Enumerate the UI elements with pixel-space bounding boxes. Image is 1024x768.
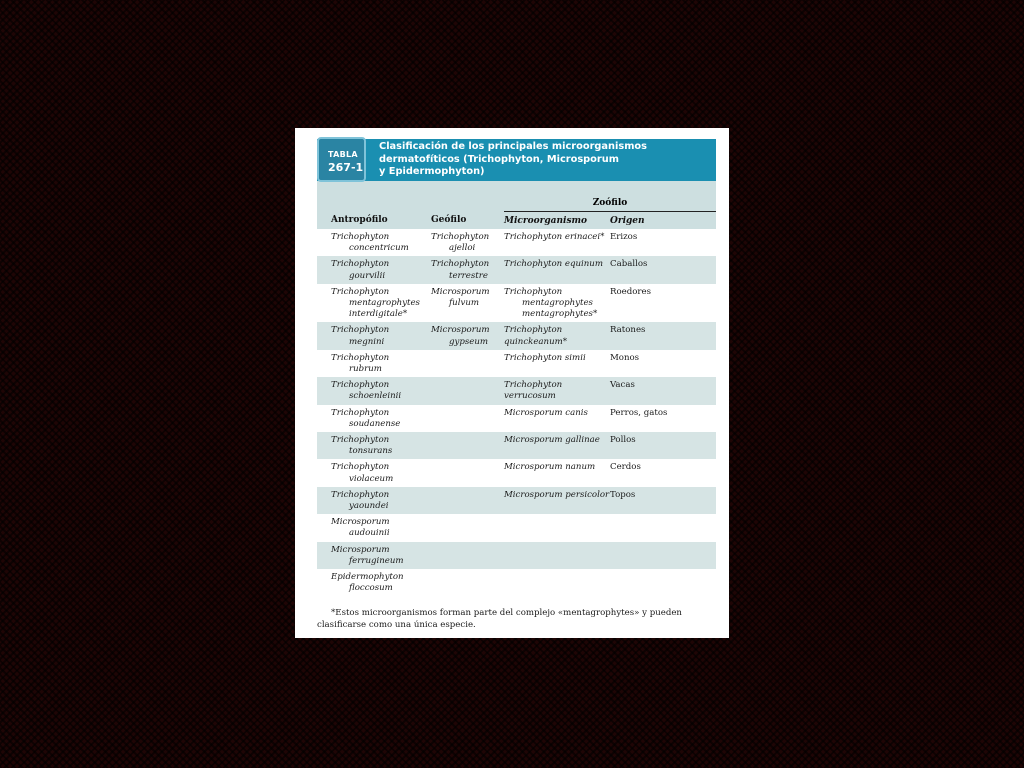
- cell-antropofilo: [317, 542, 431, 569]
- cell-geofilo: [431, 514, 504, 541]
- table-row: [317, 322, 716, 349]
- cell-line: Trichophyton: [331, 352, 390, 363]
- cell-line: Trichophyton: [331, 380, 390, 391]
- cell-line: Trichophyton: [431, 232, 490, 242]
- cell-line: Trichophyton simii: [504, 352, 586, 363]
- cell-line: Trichophyton erinacei*: [504, 232, 605, 242]
- column-header-origen: Origen: [610, 215, 645, 226]
- cell-origen: Perros, gatos: [610, 407, 668, 418]
- cell-line: terrestre: [449, 270, 488, 281]
- table-row: [317, 405, 716, 432]
- cell-line: soudanense: [349, 418, 401, 429]
- cell-origen: Caballos: [610, 259, 648, 270]
- cell-antropofilo: [317, 284, 431, 323]
- title-line-1: Clasificación de los principales microorganismos: [379, 141, 647, 152]
- cell-microorganismo: [504, 542, 610, 569]
- table-title: [379, 141, 709, 179]
- cell-line: mentagrophytes: [522, 298, 593, 309]
- cell-line: Microsporum canis: [504, 407, 588, 418]
- table-row: [317, 569, 716, 596]
- column-header-microorganismo: Microorganismo: [504, 215, 588, 226]
- cell-antropofilo: [317, 514, 431, 541]
- cell-line: Microsporum: [331, 544, 390, 555]
- cell-origen: Pollos: [610, 435, 636, 446]
- cell-line: Trichophyton: [331, 232, 390, 242]
- cell-origen: [610, 569, 716, 596]
- cell-origen: Ratones: [610, 325, 646, 336]
- cell-line: Trichophyton: [331, 407, 390, 418]
- cell-line: ferrugineum: [349, 555, 404, 566]
- cell-line: violaceum: [349, 473, 394, 484]
- cell-line: gourvilii: [349, 270, 386, 281]
- cell-antropofilo: [317, 256, 431, 283]
- cell-microorganismo: [504, 459, 610, 486]
- cell-line: mentagrophytes*: [522, 309, 598, 320]
- cell-line: schoenleinii: [349, 391, 402, 402]
- cell-line: floccosum: [349, 583, 393, 594]
- cell-line: Trichophyton: [431, 259, 490, 270]
- cell-line: Trichophyton: [331, 325, 390, 336]
- table-row: [317, 542, 716, 569]
- cell-line: mentagrophytes: [349, 298, 420, 309]
- table-row: [317, 284, 716, 323]
- cell-origen: Topos: [610, 489, 636, 500]
- cell-line: Trichophyton quinckeanum*: [504, 325, 568, 347]
- cell-geofilo: [431, 284, 504, 323]
- cell-antropofilo: [317, 432, 431, 459]
- cell-line: Trichophyton: [331, 462, 390, 473]
- cell-antropofilo: [317, 405, 431, 432]
- cell-line: Trichophyton: [331, 435, 390, 446]
- footnote-line-2: clasificarse como una única especie.: [317, 620, 476, 630]
- table-row: [317, 256, 716, 283]
- cell-microorganismo: [504, 256, 610, 283]
- cell-line: interdigitale*: [349, 309, 408, 320]
- title-line-2: dermatofíticos (Trichophyton, Microsporum: [379, 153, 619, 165]
- cell-microorganismo: [504, 487, 610, 514]
- cell-antropofilo: [317, 322, 431, 349]
- table-row: [317, 514, 716, 541]
- cell-microorganismo: [504, 432, 610, 459]
- cell-geofilo: [431, 256, 504, 283]
- cell-line: yaoundei: [349, 501, 389, 512]
- cell-line: Microsporum nanum: [504, 462, 596, 473]
- cell-line: Trichophyton equinum: [504, 259, 603, 270]
- cell-origen: [610, 542, 716, 569]
- cell-line: Trichophyton: [504, 286, 563, 297]
- column-header-antropofilo: Antropófilo: [331, 215, 388, 226]
- cell-microorganismo: [504, 284, 610, 323]
- cell-origen: Roedores: [610, 286, 652, 297]
- cell-geofilo: [431, 459, 504, 486]
- cell-geofilo: [431, 350, 504, 377]
- table-row: [317, 487, 716, 514]
- cell-geofilo: [431, 432, 504, 459]
- footnote-line-1: *Estos microorganismos forman parte del complejo «mentagrophytes» y pueden: [331, 608, 682, 618]
- table-body: [317, 229, 716, 596]
- table-number-badge: [317, 137, 366, 182]
- badge-number: 267-1: [328, 161, 364, 174]
- title-line-3: y Epidermophyton): [379, 166, 485, 177]
- cell-antropofilo: [317, 377, 431, 404]
- table-row: [317, 377, 716, 404]
- cell-microorganismo: [504, 569, 610, 596]
- cell-origen: Monos: [610, 352, 640, 363]
- cell-line: gypseum: [449, 336, 489, 347]
- cell-antropofilo: [317, 229, 431, 256]
- cell-line: rubrum: [349, 364, 382, 375]
- cell-line: audouinii: [349, 528, 390, 539]
- cell-line: Microsporum: [431, 325, 490, 336]
- classification-table: [317, 181, 716, 596]
- table-row: [317, 350, 716, 377]
- cell-line: Microsporum: [431, 286, 490, 297]
- cell-line: Trichophyton verrucosum: [504, 380, 563, 402]
- cell-line: Epidermophyton: [331, 572, 404, 583]
- cell-geofilo: [431, 542, 504, 569]
- cell-line: fulvum: [449, 298, 480, 309]
- cell-microorganismo: [504, 229, 610, 256]
- cell-line: Trichophyton: [331, 286, 390, 297]
- cell-microorganismo: [504, 514, 610, 541]
- cell-geofilo: [431, 487, 504, 514]
- cell-line: concentricum: [349, 243, 409, 254]
- badge-label: TABLA: [328, 150, 358, 159]
- column-header-geofilo: Geófilo: [431, 215, 467, 226]
- table-row: [317, 459, 716, 486]
- cell-geofilo: [431, 229, 504, 256]
- cell-microorganismo: [504, 405, 610, 432]
- cell-line: Microsporum gallinae: [504, 435, 600, 446]
- cell-antropofilo: [317, 487, 431, 514]
- cell-line: megnini: [349, 336, 385, 347]
- cell-microorganismo: [504, 377, 610, 404]
- cell-geofilo: [431, 405, 504, 432]
- document-page: [295, 128, 729, 638]
- cell-antropofilo: [317, 569, 431, 596]
- cell-line: Trichophyton: [331, 489, 390, 500]
- cell-line: Microsporum: [331, 517, 390, 528]
- cell-line: ajelloi: [449, 243, 476, 254]
- cell-origen: Vacas: [610, 380, 635, 391]
- cell-line: Microsporum persicolor: [504, 489, 610, 500]
- cell-origen: Cerdos: [610, 462, 641, 473]
- cell-microorganismo: [504, 350, 610, 377]
- cell-geofilo: [431, 377, 504, 404]
- group-header-zoofilo: Zoófilo: [504, 181, 716, 212]
- table-row: [317, 229, 716, 256]
- footnote: [317, 607, 711, 631]
- cell-origen: [610, 514, 716, 541]
- cell-microorganismo: [504, 322, 610, 349]
- cell-antropofilo: [317, 350, 431, 377]
- table-row: [317, 432, 716, 459]
- cell-line: tonsurans: [349, 446, 393, 457]
- cell-antropofilo: [317, 459, 431, 486]
- cell-geofilo: [431, 322, 504, 349]
- cell-line: Trichophyton: [331, 259, 390, 270]
- cell-geofilo: [431, 569, 504, 596]
- cell-origen: Erizos: [610, 232, 638, 242]
